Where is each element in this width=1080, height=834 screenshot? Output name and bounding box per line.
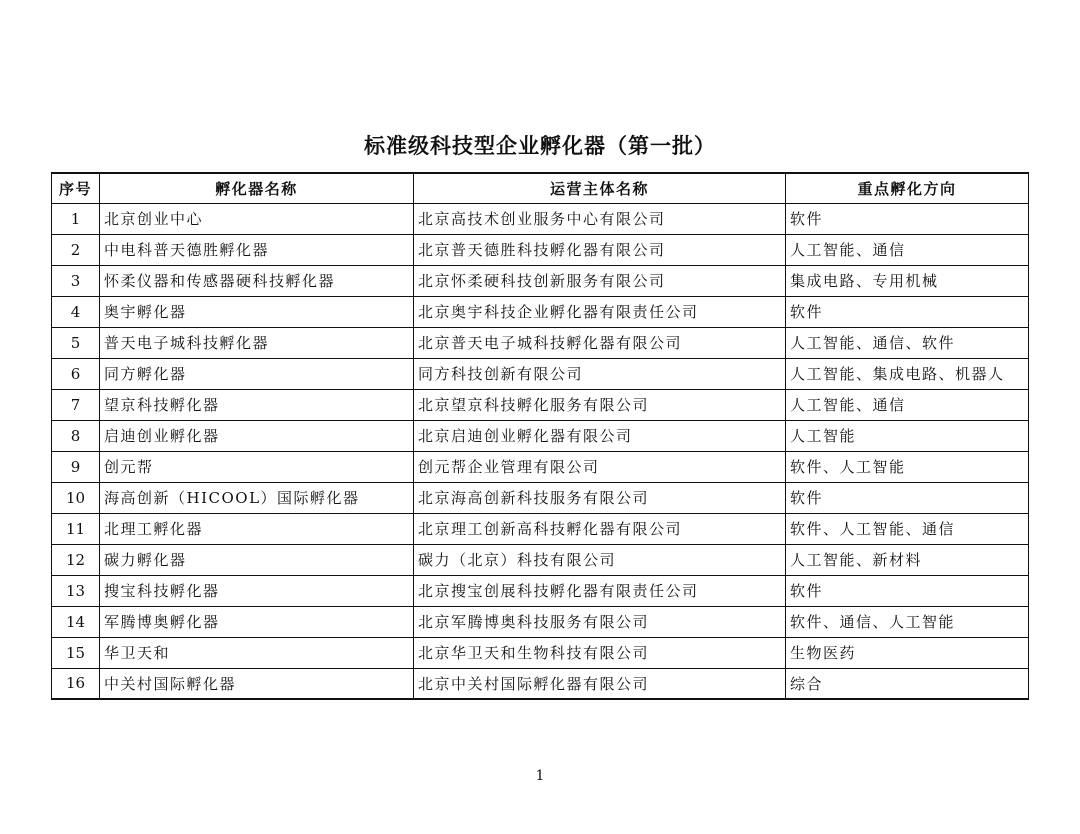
incubator-name: 启迪创业孵化器 (100, 420, 414, 451)
table-row (52, 513, 1029, 544)
table-row (52, 668, 1029, 699)
header-incubator-name: 孵化器名称 (100, 173, 414, 203)
table-row (52, 203, 1029, 234)
incubator-name: 中电科普天德胜孵化器 (100, 234, 414, 265)
table-row (52, 327, 1029, 358)
operator-name: 北京海高创新科技服务有限公司 (414, 482, 786, 513)
incubator-name: 北京创业中心 (100, 203, 414, 234)
incubator-name: 奥宇孵化器 (100, 296, 414, 327)
row-index: 11 (52, 513, 100, 544)
table-row (52, 358, 1029, 389)
focus-direction: 人工智能 (786, 420, 1029, 451)
operator-name: 北京高技术创业服务中心有限公司 (414, 203, 786, 234)
incubator-name: 搜宝科技孵化器 (100, 575, 414, 606)
focus-direction: 综合 (786, 668, 1029, 699)
table-row (52, 544, 1029, 575)
incubator-name: 碳力孵化器 (100, 544, 414, 575)
incubator-name: 华卫天和 (100, 637, 414, 668)
focus-direction: 人工智能、集成电路、机器人 (786, 358, 1029, 389)
operator-name: 北京搜宝创展科技孵化器有限责任公司 (414, 575, 786, 606)
table-header-row (52, 173, 1029, 203)
operator-name: 北京华卫天和生物科技有限公司 (414, 637, 786, 668)
operator-name: 北京理工创新高科技孵化器有限公司 (414, 513, 786, 544)
incubator-name: 普天电子城科技孵化器 (100, 327, 414, 358)
row-index: 7 (52, 389, 100, 420)
incubator-name: 海高创新（HICOOL）国际孵化器 (100, 482, 414, 513)
incubator-name: 北理工孵化器 (100, 513, 414, 544)
table-row (52, 575, 1029, 606)
focus-direction: 人工智能、通信 (786, 389, 1029, 420)
focus-direction: 软件 (786, 482, 1029, 513)
operator-name: 同方科技创新有限公司 (414, 358, 786, 389)
focus-direction: 软件、人工智能、通信 (786, 513, 1029, 544)
header-focus-direction: 重点孵化方向 (786, 173, 1029, 203)
focus-direction: 集成电路、专用机械 (786, 265, 1029, 296)
operator-name: 北京奥宇科技企业孵化器有限责任公司 (414, 296, 786, 327)
operator-name: 北京怀柔硬科技创新服务有限公司 (414, 265, 786, 296)
table-row (52, 451, 1029, 482)
row-index: 3 (52, 265, 100, 296)
row-index: 4 (52, 296, 100, 327)
header-index: 序号 (52, 173, 100, 203)
row-index: 13 (52, 575, 100, 606)
operator-name: 北京望京科技孵化服务有限公司 (414, 389, 786, 420)
incubator-name: 望京科技孵化器 (100, 389, 414, 420)
operator-name: 碳力（北京）科技有限公司 (414, 544, 786, 575)
page-number: 1 (535, 768, 545, 784)
focus-direction: 人工智能、新材料 (786, 544, 1029, 575)
row-index: 16 (52, 668, 100, 699)
incubator-name: 怀柔仪器和传感器硬科技孵化器 (100, 265, 414, 296)
incubator-table (51, 172, 1029, 700)
incubator-name: 军腾博奥孵化器 (100, 606, 414, 637)
operator-name: 北京普天电子城科技孵化器有限公司 (414, 327, 786, 358)
incubator-name: 中关村国际孵化器 (100, 668, 414, 699)
table-row (52, 482, 1029, 513)
row-index: 9 (52, 451, 100, 482)
focus-direction: 生物医药 (786, 637, 1029, 668)
operator-name: 北京中关村国际孵化器有限公司 (414, 668, 786, 699)
incubator-name: 创元帮 (100, 451, 414, 482)
table-row (52, 606, 1029, 637)
row-index: 6 (52, 358, 100, 389)
row-index: 10 (52, 482, 100, 513)
row-index: 12 (52, 544, 100, 575)
focus-direction: 软件 (786, 203, 1029, 234)
header-operator-name: 运营主体名称 (414, 173, 786, 203)
focus-direction: 人工智能、通信、软件 (786, 327, 1029, 358)
row-index: 5 (52, 327, 100, 358)
table-row (52, 234, 1029, 265)
table-row (52, 420, 1029, 451)
focus-direction: 软件 (786, 296, 1029, 327)
focus-direction: 人工智能、通信 (786, 234, 1029, 265)
table-row (52, 265, 1029, 296)
document-title: 标准级科技型企业孵化器（第一批） (364, 133, 716, 158)
row-index: 14 (52, 606, 100, 637)
incubator-name: 同方孵化器 (100, 358, 414, 389)
focus-direction: 软件、人工智能 (786, 451, 1029, 482)
operator-name: 北京启迪创业孵化器有限公司 (414, 420, 786, 451)
row-index: 1 (52, 203, 100, 234)
table-row (52, 296, 1029, 327)
focus-direction: 软件 (786, 575, 1029, 606)
row-index: 15 (52, 637, 100, 668)
row-index: 2 (52, 234, 100, 265)
row-index: 8 (52, 420, 100, 451)
operator-name: 北京军腾博奥科技服务有限公司 (414, 606, 786, 637)
table-row (52, 637, 1029, 668)
table-row (52, 389, 1029, 420)
operator-name: 创元帮企业管理有限公司 (414, 451, 786, 482)
operator-name: 北京普天德胜科技孵化器有限公司 (414, 234, 786, 265)
focus-direction: 软件、通信、人工智能 (786, 606, 1029, 637)
